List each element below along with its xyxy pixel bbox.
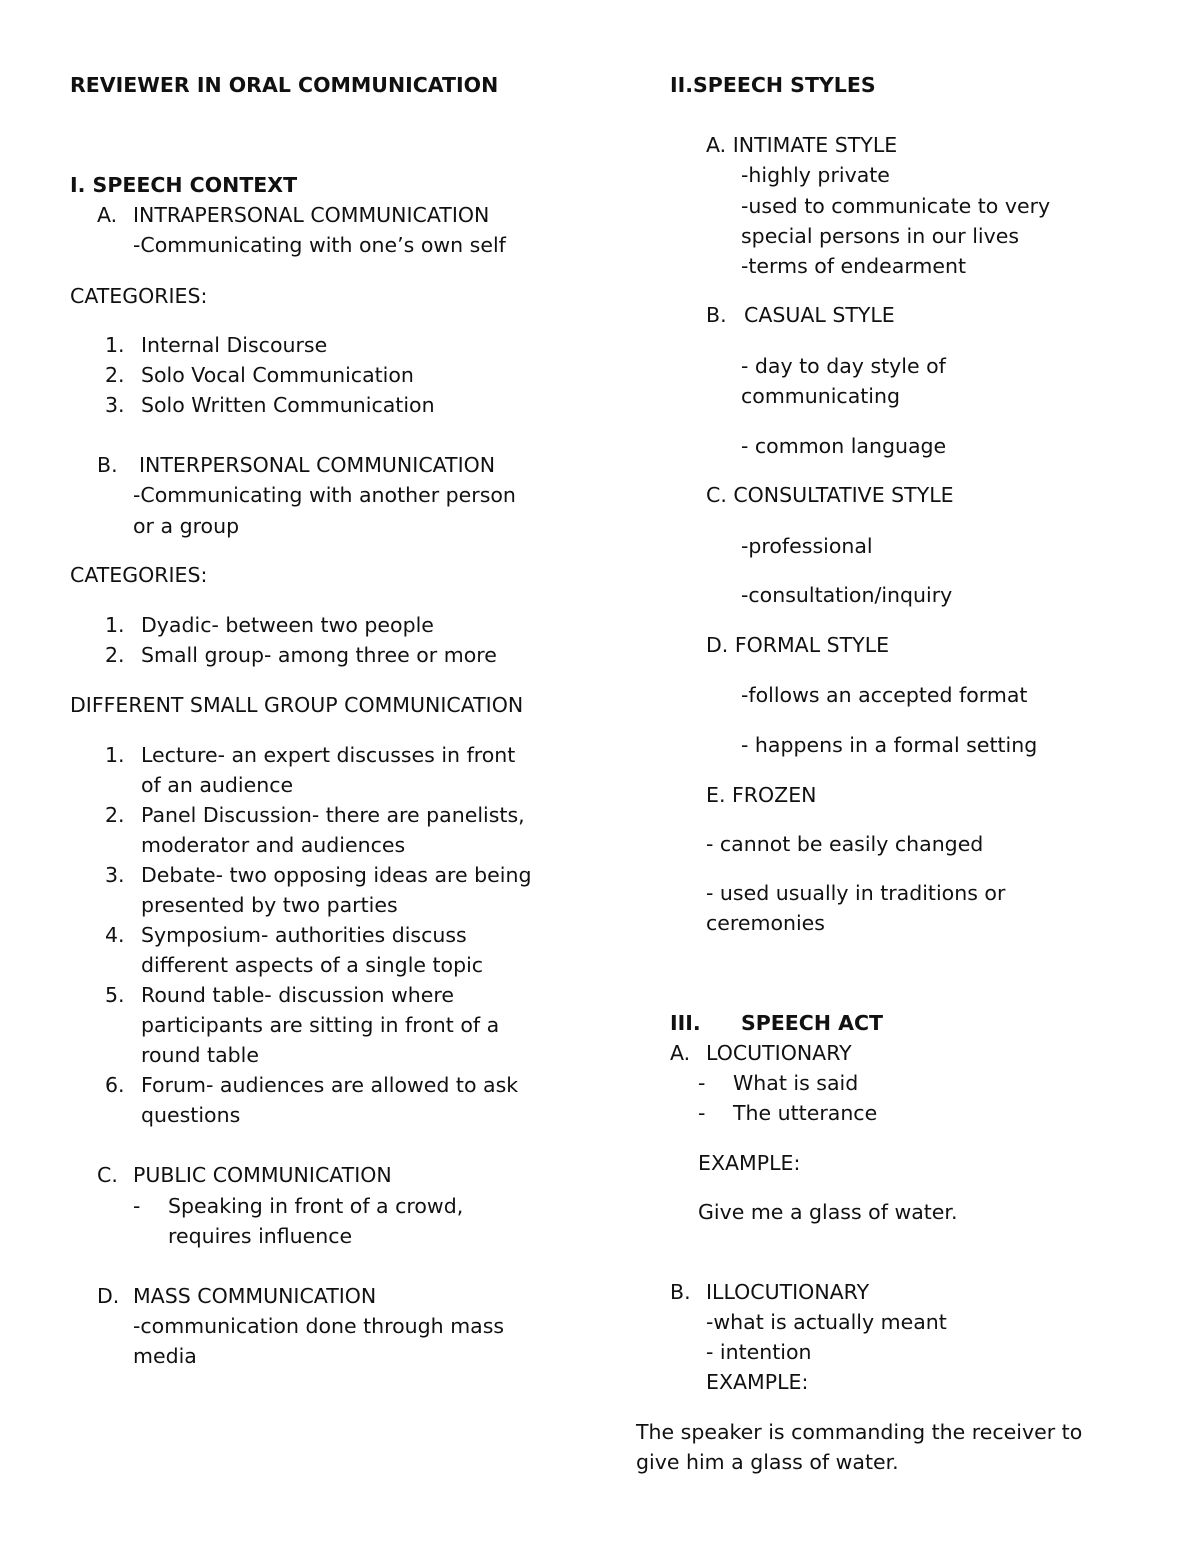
list-item: presented by two parties xyxy=(141,893,398,917)
list-item-number: 4. xyxy=(105,923,125,947)
list-item: round table xyxy=(141,1043,259,1067)
style-description: -professional xyxy=(741,534,873,558)
style-title-casual: CASUAL STYLE xyxy=(744,303,895,327)
example-text: give him a glass of water. xyxy=(636,1450,899,1474)
intrapersonal-description: -Communicating with one’s own self xyxy=(133,233,506,257)
list-item-number: 2. xyxy=(105,803,125,827)
categories-heading: CATEGORIES: xyxy=(70,284,208,308)
style-description: ceremonies xyxy=(706,911,825,935)
style-description: -highly private xyxy=(741,163,890,187)
interpersonal-description: -Communicating with another person xyxy=(133,483,516,507)
list-item: Solo Written Communication xyxy=(141,393,435,417)
subsection-label: B. xyxy=(670,1280,691,1304)
list-item-number: 6. xyxy=(105,1073,125,1097)
illocutionary-description: - intention xyxy=(706,1340,812,1364)
list-item-number: 2. xyxy=(105,643,125,667)
list-item: Debate- two opposing ideas are being xyxy=(141,863,532,887)
list-item: Panel Discussion- there are panelists, xyxy=(141,803,525,827)
list-item: Symposium- authorities discuss xyxy=(141,923,467,947)
example-text: The speaker is commanding the receiver to xyxy=(636,1420,1083,1444)
list-item: participants are sitting in front of a xyxy=(141,1013,500,1037)
list-item-number: 1. xyxy=(105,333,125,357)
subsection-label: C. xyxy=(97,1163,118,1187)
mass-description: -communication done through mass xyxy=(133,1314,505,1338)
list-item-number: 5. xyxy=(105,983,125,1007)
style-title-frozen: E. FROZEN xyxy=(706,783,817,807)
subsection-label: B. xyxy=(706,303,727,327)
section-number: III. xyxy=(670,1011,701,1035)
style-title-consultative: C. CONSULTATIVE STYLE xyxy=(706,483,954,507)
list-item: Small group- among three or more xyxy=(141,643,497,667)
subsection-title-public: PUBLIC COMMUNICATION xyxy=(133,1163,392,1187)
subsection-title-mass: MASS COMMUNICATION xyxy=(133,1284,377,1308)
subsection-title-intrapersonal: INTRAPERSONAL COMMUNICATION xyxy=(133,203,490,227)
list-item: questions xyxy=(141,1103,241,1127)
subsection-label: D. xyxy=(97,1284,120,1308)
style-title-formal: D. FORMAL STYLE xyxy=(706,633,890,657)
small-group-heading: DIFFERENT SMALL GROUP COMMUNICATION xyxy=(70,693,524,717)
list-item: Internal Discourse xyxy=(141,333,328,357)
subsection-label: A. xyxy=(97,203,118,227)
public-description: Speaking in front of a crowd, xyxy=(168,1194,464,1218)
list-item: Round table- discussion where xyxy=(141,983,454,1007)
list-item: moderator and audiences xyxy=(141,833,406,857)
list-item-number: 2. xyxy=(105,363,125,387)
style-description: - day to day style of xyxy=(741,354,946,378)
section-heading-speech-context: I. SPEECH CONTEXT xyxy=(70,173,298,197)
style-description: -used to communicate to very xyxy=(741,194,1051,218)
style-description: - common language xyxy=(741,434,947,458)
subsection-title-illocutionary: ILLOCUTIONARY xyxy=(706,1280,870,1304)
list-item-number: 1. xyxy=(105,743,125,767)
list-item-number: 3. xyxy=(105,393,125,417)
style-description: - used usually in traditions or xyxy=(706,881,1006,905)
list-dash: - xyxy=(133,1194,141,1218)
section-heading-speech-act: SPEECH ACT xyxy=(741,1011,884,1035)
list-dash: - xyxy=(698,1101,706,1125)
list-item: of an audience xyxy=(141,773,294,797)
style-description: - happens in a formal setting xyxy=(741,733,1038,757)
categories-heading: CATEGORIES: xyxy=(70,563,208,587)
section-heading-speech-styles: II.SPEECH STYLES xyxy=(670,73,876,97)
list-item: The utterance xyxy=(733,1101,878,1125)
illocutionary-description: -what is actually meant xyxy=(706,1310,947,1334)
example-text: Give me a glass of water. xyxy=(698,1200,958,1224)
list-item: Forum- audiences are allowed to ask xyxy=(141,1073,519,1097)
list-item-number: 3. xyxy=(105,863,125,887)
style-description: communicating xyxy=(741,384,901,408)
list-item: Solo Vocal Communication xyxy=(141,363,414,387)
style-description: - cannot be easily changed xyxy=(706,832,984,856)
style-title-intimate: A. INTIMATE STYLE xyxy=(706,133,898,157)
list-item: What is said xyxy=(733,1071,859,1095)
list-item: Dyadic- between two people xyxy=(141,613,434,637)
style-description: special persons in our lives xyxy=(741,224,1020,248)
style-description: -terms of endearment xyxy=(741,254,967,278)
subsection-title-locutionary: LOCUTIONARY xyxy=(706,1041,852,1065)
list-dash: - xyxy=(698,1071,706,1095)
subsection-label: A. xyxy=(670,1041,691,1065)
subsection-label: B. xyxy=(97,453,118,477)
list-item: Lecture- an expert discusses in front xyxy=(141,743,516,767)
subsection-title-interpersonal: INTERPERSONAL COMMUNICATION xyxy=(139,453,496,477)
list-item: different aspects of a single topic xyxy=(141,953,484,977)
style-description: -follows an accepted format xyxy=(741,683,1028,707)
mass-description: media xyxy=(133,1344,197,1368)
example-label: EXAMPLE: xyxy=(706,1370,809,1394)
interpersonal-description: or a group xyxy=(133,514,240,538)
example-label: EXAMPLE: xyxy=(698,1151,801,1175)
list-item-number: 1. xyxy=(105,613,125,637)
style-description: -consultation/inquiry xyxy=(741,583,953,607)
document-title: REVIEWER IN ORAL COMMUNICATION xyxy=(70,73,499,97)
public-description: requires influence xyxy=(168,1224,353,1248)
